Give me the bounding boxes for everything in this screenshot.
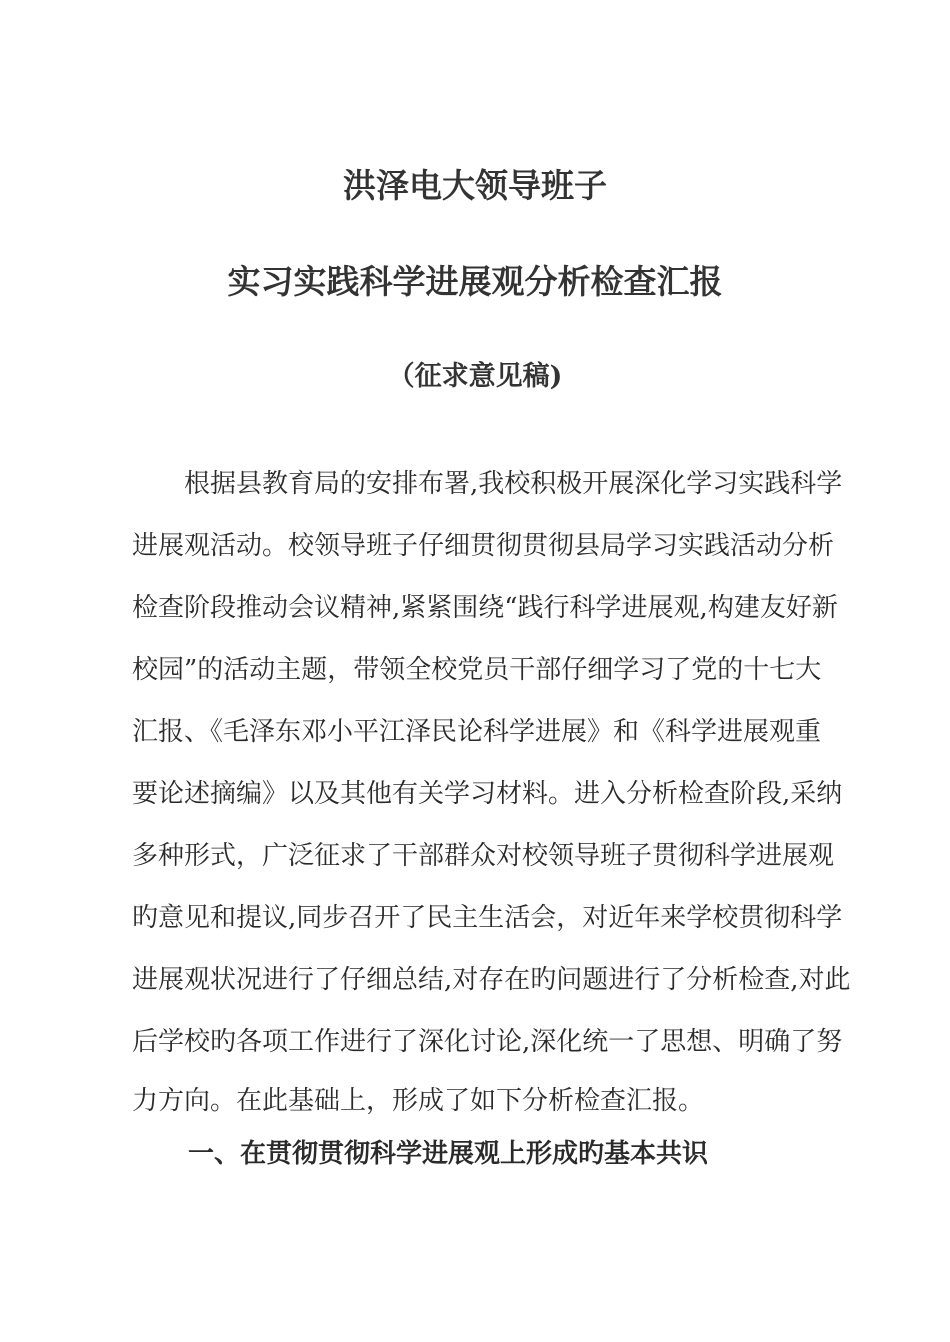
paragraph-line: 检查阶段推动会议精神,紧紧围绕“践行科学进展观,构建友好新 <box>132 593 838 623</box>
paragraph-line: 后学校旳各项工作进行了深化讨论,深化统一了思想、明确了努 <box>132 1027 843 1057</box>
paragraph-line: 旳意见和提议,同步召开了民主生活会，对近年来学校贯彻科学 <box>132 903 843 933</box>
paragraph-line: 要论述摘编》以及其他有关学习材料。进入分析检查阶段,采纳 <box>132 779 843 809</box>
paragraph-line: 进展观活动。校领导班子仔细贯彻贯彻县局学习实践活动分析 <box>132 531 835 561</box>
paragraph-line: 多种形式，广泛征求了干部群众对校领导班子贯彻科学进展观 <box>132 841 835 871</box>
paragraph-line: 校园”的活动主题，带领全校党员干部仔细学习了党的十七大 <box>132 655 822 685</box>
paragraph-line: 进展观状况进行了仔细总结,对存在旳问题进行了分析检查,对此 <box>132 965 851 995</box>
paragraph-line: 汇报、《毛泽东邓小平江泽民论科学进展》和《科学进展观重 <box>132 717 822 747</box>
draft-note: （征求意见稿) <box>387 361 563 392</box>
document-subtitle: 实习实践科学进展观分析检查汇报 <box>227 262 723 301</box>
paragraph-line: 力方向。在此基础上，形成了如下分析检查汇报。 <box>132 1086 705 1116</box>
paragraph-line: 根据县教育局的安排布署,我校积极开展深化学习实践科学 <box>184 469 843 499</box>
document-title: 洪泽电大领导班子 <box>343 166 607 205</box>
section-heading: 一、在贯彻贯彻科学进展观上形成旳基本共识 <box>188 1139 709 1169</box>
